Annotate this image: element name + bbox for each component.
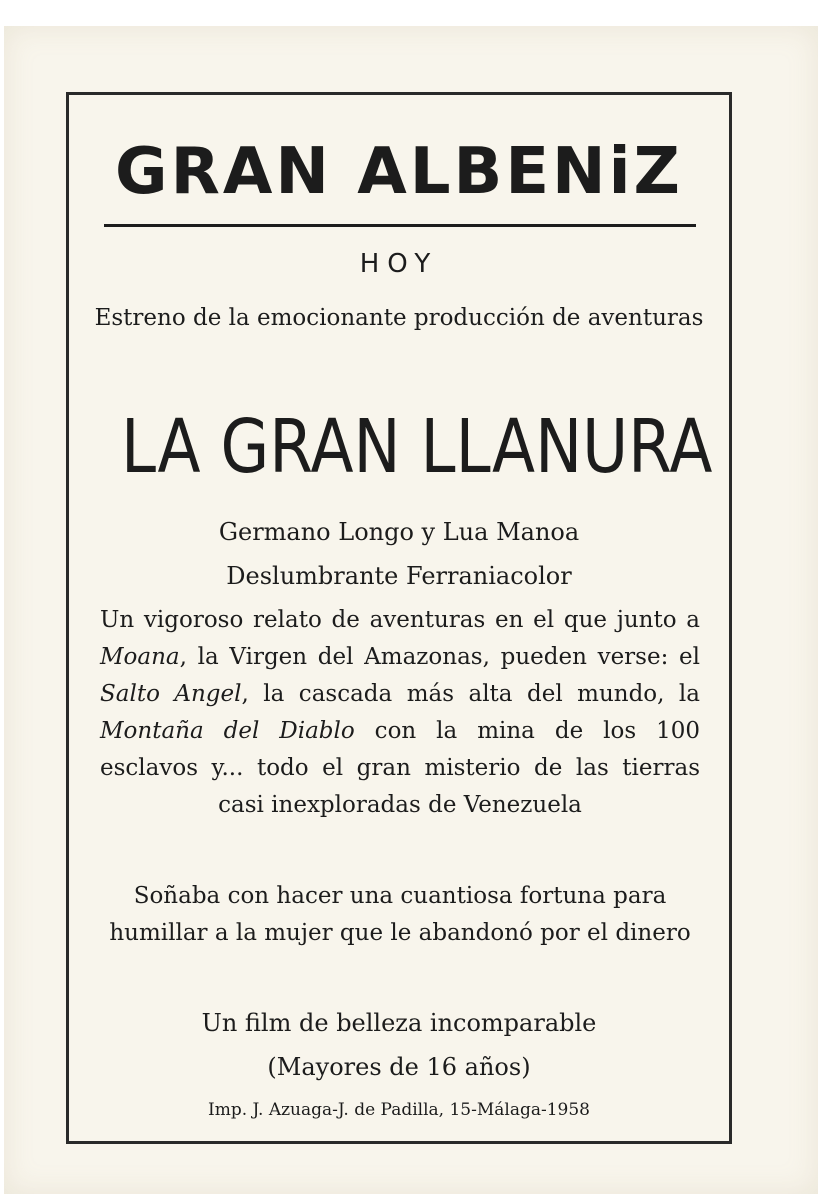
synopsis-salto-angel: Salto Angel	[100, 681, 242, 707]
synopsis-text-3: , la cascada más alta del mundo, la	[241, 681, 700, 707]
cast-line: Germano Longo y Lua Manoa	[218, 518, 580, 546]
printer-imprint: Imp. J. Azuaga-J. de Padilla, 15-Málaga-1958	[207, 1100, 591, 1120]
synopsis-paragraph	[100, 602, 700, 824]
theatre-name: GRAN ALBENiZ	[115, 135, 683, 209]
synopsis-text-2: , la Virgen del Amazonas, pueden verse: el	[179, 644, 700, 670]
title-underline	[104, 224, 696, 227]
synopsis-montana-del-diablo: Montaña del Diablo	[100, 718, 355, 744]
intro-text: Estreno de la emocionante producción de aventuras	[94, 305, 704, 331]
day-label: HOY	[359, 249, 439, 279]
synopsis-moana: Moana	[100, 644, 180, 670]
film-title: LA GRAN LLANURA	[121, 404, 713, 490]
synopsis-text-4: con la mina de los 100 esclavos y... todo el gran misterio de las tierras casi inexploradas de Venezuela	[100, 718, 700, 818]
color-process-line: Deslumbrante Ferraniacolor	[226, 562, 572, 590]
tagline-paragraph: Soñaba con hacer una cuantiosa fortuna para humillar a la mujer que le abandonó por el dinero	[109, 883, 691, 946]
age-rating: (Mayores de 16 años)	[267, 1053, 531, 1081]
synopsis-text-1: Un vigoroso relato de aventuras en el que junto a	[100, 607, 700, 633]
praise-line: Un film de belleza incomparable	[201, 1009, 597, 1037]
flyer-content	[72, 92, 726, 1144]
